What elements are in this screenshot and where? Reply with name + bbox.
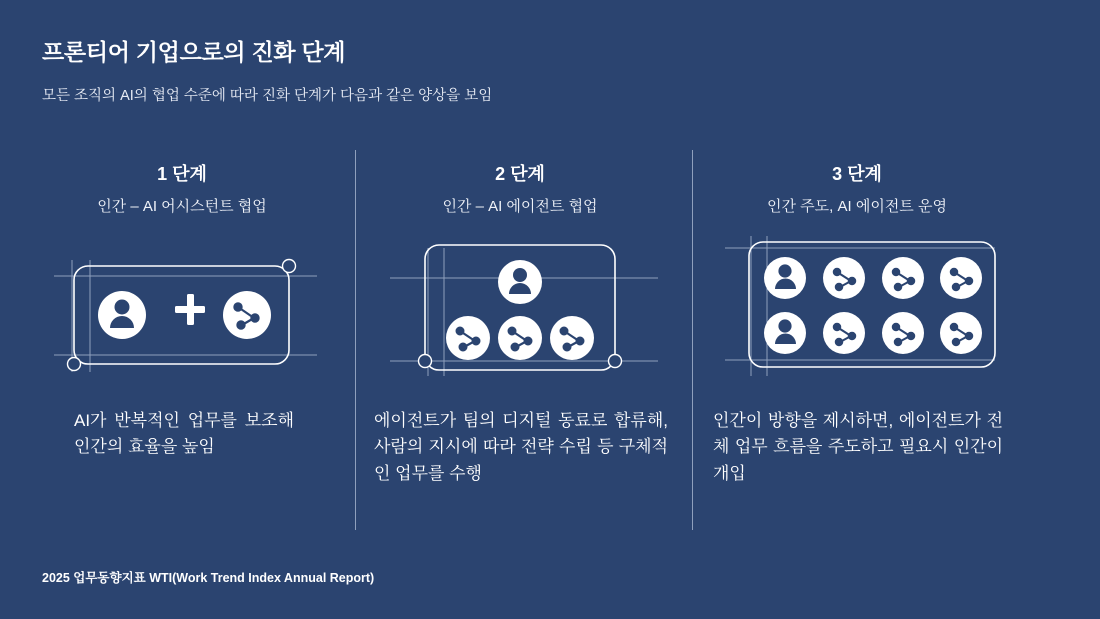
stage-column-2 xyxy=(360,160,680,487)
network-icon xyxy=(882,257,924,299)
stage-subtitle-3: 인간 주도, AI 에이전트 운영 xyxy=(767,198,947,215)
page-title: 프론티어 기업으로의 진화 단계 xyxy=(42,39,346,65)
stage-column-1 xyxy=(22,160,342,461)
stage-number-1: 1 단계 xyxy=(157,164,207,184)
stage-description-3: 인간이 방향을 제시하면, 에이전트가 전체 업무 흐름을 주도하고 필요시 인간이 개입 xyxy=(713,411,1003,483)
network-icon xyxy=(223,291,271,339)
stage-3-graphic xyxy=(707,230,1007,390)
network-icon xyxy=(498,316,542,360)
network-icon xyxy=(940,312,982,354)
page-subtitle: 모든 조직의 AI의 협업 수준에 따라 진화 단계가 다음과 같은 양상을 보임 xyxy=(42,88,493,104)
source-footnote: 2025 업무동향지표 WTI(Work Trend Index Annual Report) xyxy=(42,571,375,585)
stage-illustration-3 xyxy=(697,230,1017,400)
stage-illustration-2 xyxy=(360,230,680,400)
person-icon xyxy=(764,312,806,354)
network-icon xyxy=(823,312,865,354)
stage-column-3 xyxy=(697,160,1017,487)
person-icon xyxy=(764,257,806,299)
network-icon xyxy=(882,312,924,354)
stage-number-2: 2 단계 xyxy=(495,164,545,184)
plus-icon xyxy=(175,294,205,325)
stage-subtitle-1: 인간 – AI 어시스턴트 협업 xyxy=(97,198,267,215)
person-icon xyxy=(98,291,146,339)
stage-description-1: AI가 반복적인 업무를 보조해 인간의 효율을 높임 xyxy=(74,411,294,457)
stage-illustration-1 xyxy=(22,230,342,400)
person-icon xyxy=(498,260,542,304)
stage-description-2: 에이전트가 팀의 디지털 동료로 합류해, 사람의 지시에 따라 전략 수립 등 구체적인 업무를 수행 xyxy=(374,411,668,483)
stage-1-graphic xyxy=(32,230,332,390)
network-icon xyxy=(940,257,982,299)
column-divider-2 xyxy=(692,150,693,530)
stage-subtitle-2: 인간 – AI 에이전트 협업 xyxy=(442,198,598,215)
column-divider-1 xyxy=(355,150,356,530)
stage-2-graphic xyxy=(370,230,670,390)
stage-number-3: 3 단계 xyxy=(832,164,882,184)
network-icon xyxy=(446,316,490,360)
network-icon xyxy=(550,316,594,360)
network-icon xyxy=(823,257,865,299)
